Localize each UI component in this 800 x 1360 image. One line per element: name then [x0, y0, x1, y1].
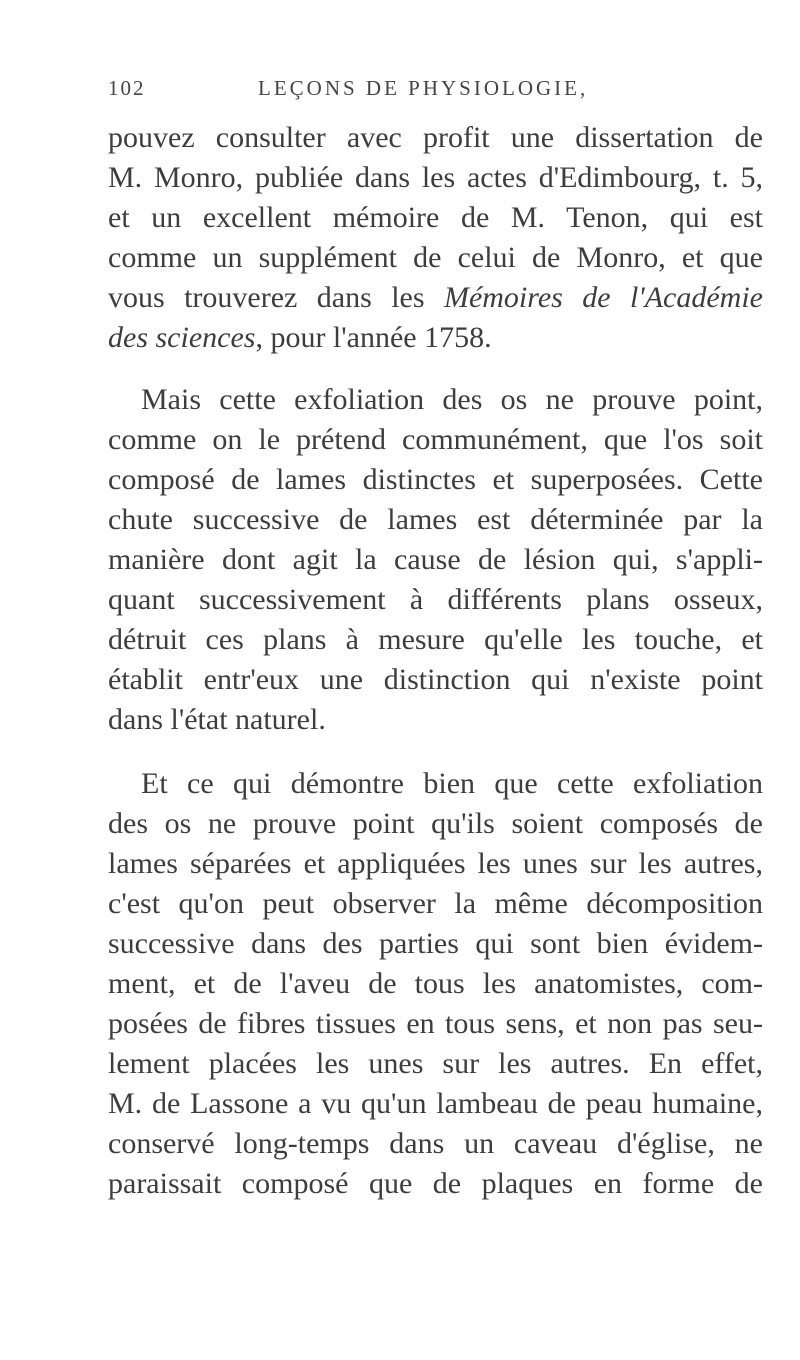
text-segment: vous trouverez dans les	[108, 281, 444, 314]
text-line: détruit ces plans à mesure qu'elle les touche, et	[108, 623, 763, 656]
text-line: composé de lames distinctes et superposées. Cette	[108, 463, 763, 496]
page-number: 102	[108, 76, 146, 100]
paragraph-start: Et ce qui démontre bien que cette exfoliation	[141, 767, 763, 800]
text-line: lames séparées et appliquées les unes sur les autres,	[108, 847, 763, 880]
paragraph-start: Mais cette exfoliation des os ne prouve point,	[141, 383, 763, 416]
text-line: dans l'état naturel.	[108, 703, 326, 736]
text-line: successive dans des parties qui sont bien évidem-	[108, 927, 763, 960]
text-line: chute successive de lames est déterminée par la	[108, 503, 763, 536]
text-segment: , pour l'année 1758.	[255, 321, 492, 354]
text-line: des os ne prouve point qu'ils soient composés de	[108, 807, 763, 840]
page-header	[108, 76, 748, 106]
text-line: et un excellent mémoire de M. Tenon, qui est	[108, 201, 763, 234]
text-line: M. de Lassone a vu qu'un lambeau de peau humaine,	[108, 1087, 763, 1120]
text-line: établit entr'eux une distinction qui n'existe point	[108, 663, 763, 696]
running-title: LEÇONS DE PHYSIOLOGIE,	[258, 76, 589, 100]
text-line	[108, 278, 763, 318]
text-line: comme on le prétend communément, que l'os soit	[108, 423, 763, 456]
italic-title: Mémoires de l'Académie	[443, 281, 763, 314]
text-line: pouvez consulter avec profit une dissertation de	[108, 121, 763, 154]
text-line: comme un supplément de celui de Monro, et que	[108, 241, 763, 274]
text-line	[108, 318, 763, 358]
italic-title: des sciences	[108, 321, 256, 354]
text-line: conservé long-temps dans un caveau d'église, ne	[108, 1127, 763, 1160]
text-line: c'est qu'on peut observer la même décomposition	[108, 887, 763, 920]
text-line: posées de fibres tissues en tous sens, et non pas seu-	[108, 1007, 763, 1040]
text-line: manière dont agit la cause de lésion qui, s'appli-	[108, 543, 763, 576]
text-line: lement placées les unes sur les autres. En effet,	[108, 1047, 763, 1080]
text-line: quant successivement à différents plans osseux,	[108, 583, 763, 616]
text-line: ment, et de l'aveu de tous les anatomistes, com-	[108, 967, 763, 1000]
text-line: M. Monro, publiée dans les actes d'Edimbourg, t. 5,	[108, 161, 763, 194]
text-line: paraissait composé que de plaques en forme de	[108, 1167, 763, 1200]
